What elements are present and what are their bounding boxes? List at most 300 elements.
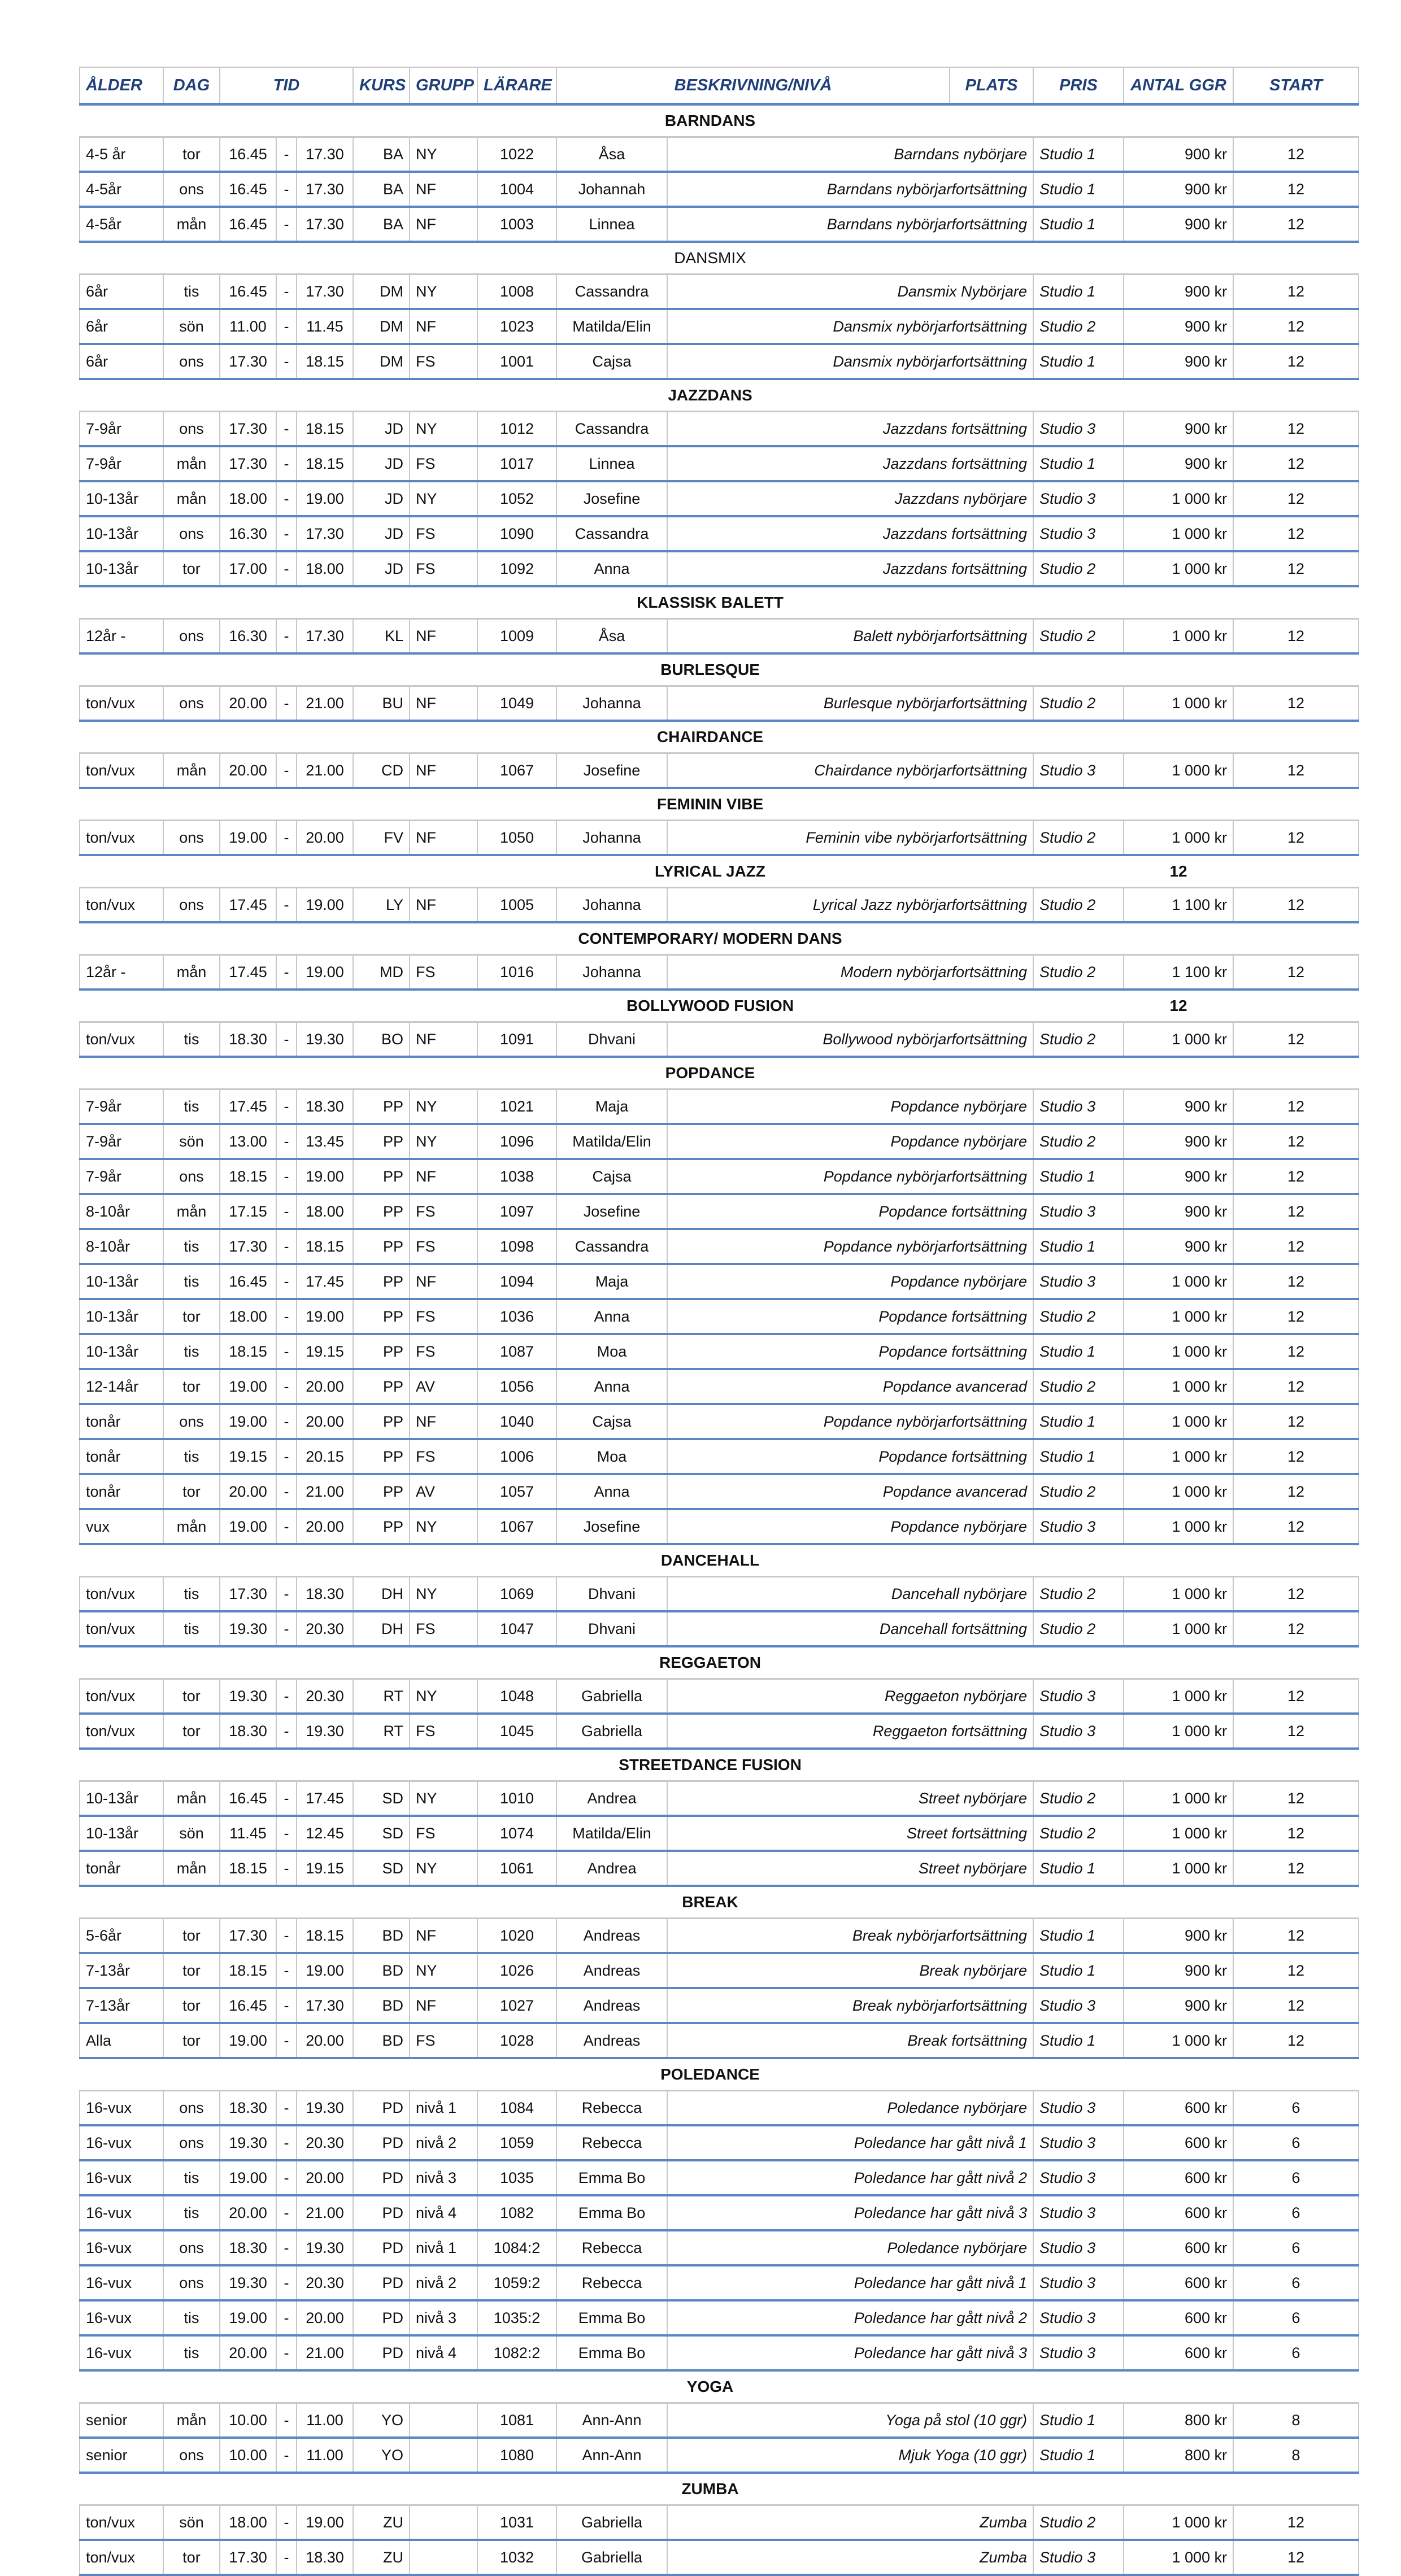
course-row (80, 1679, 1359, 1714)
level-code-cell: FS (410, 446, 477, 481)
end-time-cell: 18.15 (297, 344, 353, 379)
day-cell: mån (163, 955, 220, 990)
day-cell: ons (163, 2265, 220, 2300)
day-cell: ons (163, 344, 220, 379)
end-time-cell: 20.00 (297, 1509, 353, 1544)
group-cell: 1080 (477, 2438, 556, 2473)
course-code-cell: JD (353, 551, 410, 586)
start-time-cell: 17.30 (220, 1577, 276, 1612)
age-cell: 16-vux (80, 2300, 163, 2335)
section-antal-ggr (1124, 721, 1233, 753)
age-cell: 16-vux (80, 2160, 163, 2195)
description-cell: Street nybörjare (667, 1851, 1033, 1886)
section-header-row (80, 379, 1359, 412)
teacher-cell: Linnea (556, 446, 667, 481)
studio-cell: Studio 1 (1033, 2403, 1124, 2438)
end-time-cell: 20.00 (297, 1404, 353, 1439)
section-antal-ggr (1124, 2473, 1233, 2505)
section-spacer (80, 1057, 297, 1089)
course-row (80, 309, 1359, 344)
group-cell: 1001 (477, 344, 556, 379)
section-header-row (80, 1646, 1359, 1679)
price-cell: 900 kr (1124, 1229, 1233, 1264)
time-separator: - (276, 1264, 297, 1299)
level-code-cell: FS (410, 344, 477, 379)
end-time-cell: 19.00 (297, 1299, 353, 1334)
description-cell: Popdance nybörjare (667, 1124, 1033, 1159)
day-cell: tis (163, 2335, 220, 2370)
description-cell: Reggaeton nybörjare (667, 1679, 1033, 1714)
studio-cell: Studio 2 (1033, 686, 1124, 721)
price-cell: 1 000 kr (1124, 1577, 1233, 1612)
description-cell: Barndans nybörjare (667, 137, 1033, 172)
studio-cell: Studio 2 (1033, 955, 1124, 990)
day-cell: ons (163, 619, 220, 654)
price-cell: 1 000 kr (1124, 1509, 1233, 1544)
teacher-cell: Emma Bo (556, 2160, 667, 2195)
time-separator: - (276, 1124, 297, 1159)
level-code-cell: FS (410, 1194, 477, 1229)
description-cell: Break nybörjarfortsättning (667, 1919, 1033, 1954)
description-cell: Bollywood nybörjarfortsättning (667, 1022, 1033, 1057)
end-time-cell: 11.00 (297, 2438, 353, 2473)
course-code-cell: PP (353, 1089, 410, 1124)
teacher-cell: Cassandra (556, 412, 667, 447)
teacher-cell: Johannah (556, 172, 667, 207)
section-header-row (80, 2473, 1359, 2505)
studio-cell: Studio 3 (1033, 1679, 1124, 1714)
start-time-cell: 19.30 (220, 2265, 276, 2300)
level-code-cell: NF (410, 207, 477, 242)
section-spacer (1233, 1544, 1359, 1577)
day-cell: tis (163, 1264, 220, 1299)
teacher-cell: Moa (556, 1439, 667, 1474)
section-header-row (80, 653, 1359, 686)
day-cell: tis (163, 1611, 220, 1646)
studio-cell: Studio 3 (1033, 2540, 1124, 2575)
course-code-cell: PP (353, 1124, 410, 1159)
course-code-cell: DM (353, 274, 410, 310)
description-cell: Street nybörjare (667, 1781, 1033, 1816)
time-separator: - (276, 1334, 297, 1369)
price-cell: 1 000 kr (1124, 1264, 1233, 1299)
start-time-cell: 11.45 (220, 1816, 276, 1851)
studio-cell: Studio 3 (1033, 753, 1124, 788)
section-antal-ggr (1124, 2370, 1233, 2403)
description-cell: Jazzdans fortsättning (667, 446, 1033, 481)
day-cell: tis (163, 1439, 220, 1474)
sessions-cell: 12 (1233, 1474, 1359, 1509)
description-cell: Jazzdans nybörjare (667, 481, 1033, 516)
course-code-cell: RT (353, 1679, 410, 1714)
time-separator: - (276, 888, 297, 923)
day-cell: sön (163, 1816, 220, 1851)
description-cell: Poledance har gått nivå 3 (667, 2335, 1033, 2370)
time-separator: - (276, 821, 297, 856)
section-title: POLEDANCE (297, 2058, 1124, 2091)
day-cell: tor (163, 1988, 220, 2023)
start-time-cell: 20.00 (220, 2195, 276, 2230)
teacher-cell: Dhvani (556, 1611, 667, 1646)
day-cell: tor (163, 1714, 220, 1749)
teacher-cell: Johanna (556, 888, 667, 923)
studio-cell: Studio 2 (1033, 1816, 1124, 1851)
group-cell: 1059 (477, 2125, 556, 2160)
course-row (80, 1611, 1359, 1646)
price-cell: 1 000 kr (1124, 1611, 1233, 1646)
sessions-cell: 12 (1233, 412, 1359, 447)
section-antal-ggr (1124, 1057, 1233, 1089)
level-code-cell: NY (410, 412, 477, 447)
description-cell: Poledance nybörjare (667, 2230, 1033, 2265)
age-cell: 7-9år (80, 1159, 163, 1194)
start-time-cell: 17.00 (220, 551, 276, 586)
day-cell: tis (163, 2195, 220, 2230)
studio-cell: Studio 3 (1033, 1714, 1124, 1749)
age-cell: 8-10år (80, 1194, 163, 1229)
studio-cell: Studio 3 (1033, 412, 1124, 447)
group-cell: 1027 (477, 1988, 556, 2023)
time-separator: - (276, 1299, 297, 1334)
age-cell: 10-13år (80, 1816, 163, 1851)
section-antal-ggr (1124, 242, 1233, 274)
time-separator: - (276, 309, 297, 344)
description-cell: Street fortsättning (667, 1816, 1033, 1851)
teacher-cell: Ann-Ann (556, 2438, 667, 2473)
section-spacer (1233, 788, 1359, 821)
course-code-cell: JD (353, 516, 410, 551)
course-code-cell: PD (353, 2125, 410, 2160)
day-cell: ons (163, 2125, 220, 2160)
studio-cell: Studio 1 (1033, 446, 1124, 481)
teacher-cell: Matilda/Elin (556, 1816, 667, 1851)
section-header-row (80, 1544, 1359, 1577)
teacher-cell: Linnea (556, 207, 667, 242)
course-row (80, 1229, 1359, 1264)
section-header-row (80, 242, 1359, 274)
course-code-cell: ZU (353, 2540, 410, 2575)
sessions-cell: 8 (1233, 2438, 1359, 2473)
start-time-cell: 18.30 (220, 1022, 276, 1057)
teacher-cell: Dhvani (556, 1022, 667, 1057)
section-antal-ggr (1124, 379, 1233, 412)
course-row (80, 551, 1359, 586)
studio-cell: Studio 1 (1033, 1439, 1124, 1474)
group-cell: 1067 (477, 753, 556, 788)
time-separator: - (276, 1781, 297, 1816)
teacher-cell: Cajsa (556, 1404, 667, 1439)
teacher-cell: Rebecca (556, 2265, 667, 2300)
section-spacer (1233, 2058, 1359, 2091)
group-cell: 1087 (477, 1334, 556, 1369)
day-cell: tis (163, 2160, 220, 2195)
group-cell: 1009 (477, 619, 556, 654)
group-cell: 1090 (477, 516, 556, 551)
section-title: POPDANCE (297, 1057, 1124, 1089)
level-code-cell: NF (410, 1919, 477, 1954)
time-separator: - (276, 1611, 297, 1646)
end-time-cell: 20.30 (297, 1611, 353, 1646)
level-code-cell: nivå 2 (410, 2265, 477, 2300)
course-code-cell: PP (353, 1369, 410, 1404)
description-cell: Poledance har gått nivå 3 (667, 2195, 1033, 2230)
level-code-cell (410, 2505, 477, 2540)
section-title: DANSMIX (297, 242, 1124, 274)
day-cell: sön (163, 1124, 220, 1159)
teacher-cell: Cajsa (556, 344, 667, 379)
end-time-cell: 19.30 (297, 2230, 353, 2265)
sessions-cell: 12 (1233, 2023, 1359, 2058)
studio-cell: Studio 1 (1033, 344, 1124, 379)
course-row (80, 1369, 1359, 1404)
description-cell: Popdance nybörjare (667, 1509, 1033, 1544)
level-code-cell: NF (410, 753, 477, 788)
group-cell: 1031 (477, 2505, 556, 2540)
header-antal-ggr: ANTAL GGR (1124, 67, 1233, 104)
day-cell: tis (163, 1577, 220, 1612)
start-time-cell: 16.30 (220, 619, 276, 654)
section-antal-ggr (1124, 586, 1233, 619)
day-cell: tor (163, 1299, 220, 1334)
group-cell: 1057 (477, 1474, 556, 1509)
level-code-cell: NY (410, 1953, 477, 1988)
studio-cell: Studio 1 (1033, 2438, 1124, 2473)
section-spacer (1233, 990, 1359, 1022)
studio-cell: Studio 2 (1033, 1577, 1124, 1612)
teacher-cell: Anna (556, 1474, 667, 1509)
day-cell: sön (163, 2505, 220, 2540)
section-spacer (80, 2058, 297, 2091)
price-cell: 800 kr (1124, 2403, 1233, 2438)
end-time-cell: 19.30 (297, 1022, 353, 1057)
day-cell: ons (163, 412, 220, 447)
sessions-cell: 12 (1233, 955, 1359, 990)
teacher-cell: Cajsa (556, 1159, 667, 1194)
teacher-cell: Cassandra (556, 1229, 667, 1264)
course-row (80, 1714, 1359, 1749)
group-cell: 1056 (477, 1369, 556, 1404)
header-row (80, 67, 1359, 104)
price-cell: 1 000 kr (1124, 1714, 1233, 1749)
price-cell: 1 000 kr (1124, 551, 1233, 586)
teacher-cell: Josefine (556, 1509, 667, 1544)
description-cell: Popdance nybörjarfortsättning (667, 1404, 1033, 1439)
course-code-cell: BA (353, 207, 410, 242)
course-code-cell: PP (353, 1264, 410, 1299)
course-row (80, 1919, 1359, 1954)
price-cell: 900 kr (1124, 1159, 1233, 1194)
time-separator: - (276, 1816, 297, 1851)
end-time-cell: 11.00 (297, 2403, 353, 2438)
teacher-cell: Emma Bo (556, 2335, 667, 2370)
time-separator: - (276, 1404, 297, 1439)
studio-cell: Studio 2 (1033, 1611, 1124, 1646)
sessions-cell: 12 (1233, 1299, 1359, 1334)
section-spacer (1233, 2473, 1359, 2505)
age-cell: 16-vux (80, 2265, 163, 2300)
section-spacer (80, 1646, 297, 1679)
start-time-cell: 19.30 (220, 1611, 276, 1646)
level-code-cell: nivå 3 (410, 2160, 477, 2195)
group-cell: 1061 (477, 1851, 556, 1886)
level-code-cell: AV (410, 1369, 477, 1404)
section-spacer (80, 1886, 297, 1919)
header-kurs: KURS (353, 67, 410, 104)
section-antal-ggr (1124, 922, 1233, 955)
day-cell: tis (163, 274, 220, 310)
price-cell: 900 kr (1124, 412, 1233, 447)
time-separator: - (276, 446, 297, 481)
level-code-cell: NF (410, 821, 477, 856)
age-cell: ton/vux (80, 753, 163, 788)
group-cell: 1038 (477, 1159, 556, 1194)
price-cell: 600 kr (1124, 2230, 1233, 2265)
group-cell: 1004 (477, 172, 556, 207)
section-title: CHAIRDANCE (297, 721, 1124, 753)
end-time-cell: 17.30 (297, 516, 353, 551)
course-row (80, 2160, 1359, 2195)
group-cell: 1049 (477, 686, 556, 721)
section-title: BARNDANS (297, 104, 1124, 137)
description-cell: Break fortsättning (667, 2023, 1033, 2058)
start-time-cell: 16.30 (220, 516, 276, 551)
course-code-cell: RT (353, 1714, 410, 1749)
level-code-cell: NY (410, 1781, 477, 1816)
description-cell: Poledance har gått nivå 1 (667, 2265, 1033, 2300)
group-cell: 1045 (477, 1714, 556, 1749)
section-header-row (80, 1886, 1359, 1919)
group-cell: 1074 (477, 1816, 556, 1851)
level-code-cell: FS (410, 955, 477, 990)
course-row (80, 2438, 1359, 2473)
time-separator: - (276, 2300, 297, 2335)
age-cell: ton/vux (80, 2505, 163, 2540)
time-separator: - (276, 2125, 297, 2160)
studio-cell: Studio 2 (1033, 619, 1124, 654)
teacher-cell: Rebecca (556, 2230, 667, 2265)
description-cell: Popdance avancerad (667, 1474, 1033, 1509)
course-table-body (80, 104, 1359, 2575)
section-title: CONTEMPORARY/ MODERN DANS (297, 922, 1124, 955)
course-row (80, 1124, 1359, 1159)
studio-cell: Studio 3 (1033, 1089, 1124, 1124)
description-cell: Poledance nybörjare (667, 2091, 1033, 2126)
course-code-cell: PP (353, 1404, 410, 1439)
course-code-cell: KL (353, 619, 410, 654)
day-cell: mån (163, 207, 220, 242)
course-code-cell: PP (353, 1194, 410, 1229)
start-time-cell: 16.45 (220, 137, 276, 172)
studio-cell: Studio 2 (1033, 1474, 1124, 1509)
section-spacer (1233, 1057, 1359, 1089)
sessions-cell: 12 (1233, 274, 1359, 310)
start-time-cell: 17.15 (220, 1194, 276, 1229)
end-time-cell: 19.30 (297, 1714, 353, 1749)
age-cell: 10-13år (80, 516, 163, 551)
course-code-cell: PP (353, 1229, 410, 1264)
studio-cell: Studio 1 (1033, 1334, 1124, 1369)
course-code-cell: PD (353, 2195, 410, 2230)
end-time-cell: 19.15 (297, 1851, 353, 1886)
day-cell: tor (163, 1919, 220, 1954)
end-time-cell: 11.45 (297, 309, 353, 344)
course-schedule-sheet (79, 67, 1358, 2576)
group-cell: 1023 (477, 309, 556, 344)
course-row (80, 1781, 1359, 1816)
studio-cell: Studio 1 (1033, 1953, 1124, 1988)
section-antal-ggr (1124, 104, 1233, 137)
course-code-cell: SD (353, 1851, 410, 1886)
end-time-cell: 21.00 (297, 686, 353, 721)
teacher-cell: Anna (556, 1369, 667, 1404)
end-time-cell: 17.30 (297, 619, 353, 654)
level-code-cell: AV (410, 1474, 477, 1509)
course-row (80, 446, 1359, 481)
teacher-cell: Gabriella (556, 1714, 667, 1749)
price-cell: 1 000 kr (1124, 1439, 1233, 1474)
sessions-cell: 8 (1233, 2403, 1359, 2438)
course-row (80, 1851, 1359, 1886)
end-time-cell: 20.30 (297, 1679, 353, 1714)
description-cell: Barndans nybörjarfortsättning (667, 207, 1033, 242)
section-header-row (80, 1749, 1359, 1781)
course-table (79, 67, 1359, 2576)
start-time-cell: 20.00 (220, 753, 276, 788)
teacher-cell: Emma Bo (556, 2300, 667, 2335)
start-time-cell: 20.00 (220, 1474, 276, 1509)
section-header-row (80, 104, 1359, 137)
age-cell: vux (80, 1509, 163, 1544)
day-cell: mån (163, 1509, 220, 1544)
price-cell: 600 kr (1124, 2125, 1233, 2160)
group-cell: 1069 (477, 1577, 556, 1612)
start-time-cell: 16.45 (220, 1781, 276, 1816)
time-separator: - (276, 2540, 297, 2575)
level-code-cell: NY (410, 1577, 477, 1612)
course-code-cell: BD (353, 1988, 410, 2023)
start-time-cell: 18.00 (220, 1299, 276, 1334)
time-separator: - (276, 412, 297, 447)
sessions-cell: 6 (1233, 2091, 1359, 2126)
group-cell: 1094 (477, 1264, 556, 1299)
course-row (80, 1159, 1359, 1194)
course-row (80, 1953, 1359, 1988)
time-separator: - (276, 2403, 297, 2438)
section-header-row (80, 990, 1359, 1022)
studio-cell: Studio 2 (1033, 309, 1124, 344)
age-cell: 16-vux (80, 2230, 163, 2265)
course-row (80, 2300, 1359, 2335)
day-cell: tis (163, 1334, 220, 1369)
studio-cell: Studio 1 (1033, 1851, 1124, 1886)
start-time-cell: 17.30 (220, 344, 276, 379)
start-time-cell: 18.30 (220, 2091, 276, 2126)
end-time-cell: 18.30 (297, 1577, 353, 1612)
age-cell: 10-13år (80, 1781, 163, 1816)
section-spacer (80, 855, 297, 888)
group-cell: 1036 (477, 1299, 556, 1334)
course-row (80, 2505, 1359, 2540)
end-time-cell: 18.15 (297, 1229, 353, 1264)
day-cell: tor (163, 551, 220, 586)
teacher-cell: Åsa (556, 619, 667, 654)
header-plats: PLATS (950, 67, 1033, 104)
description-cell: Popdance fortsättning (667, 1439, 1033, 1474)
group-cell: 1008 (477, 274, 556, 310)
sessions-cell: 6 (1233, 2195, 1359, 2230)
sessions-cell: 12 (1233, 1159, 1359, 1194)
description-cell: Zumba (667, 2540, 1033, 2575)
